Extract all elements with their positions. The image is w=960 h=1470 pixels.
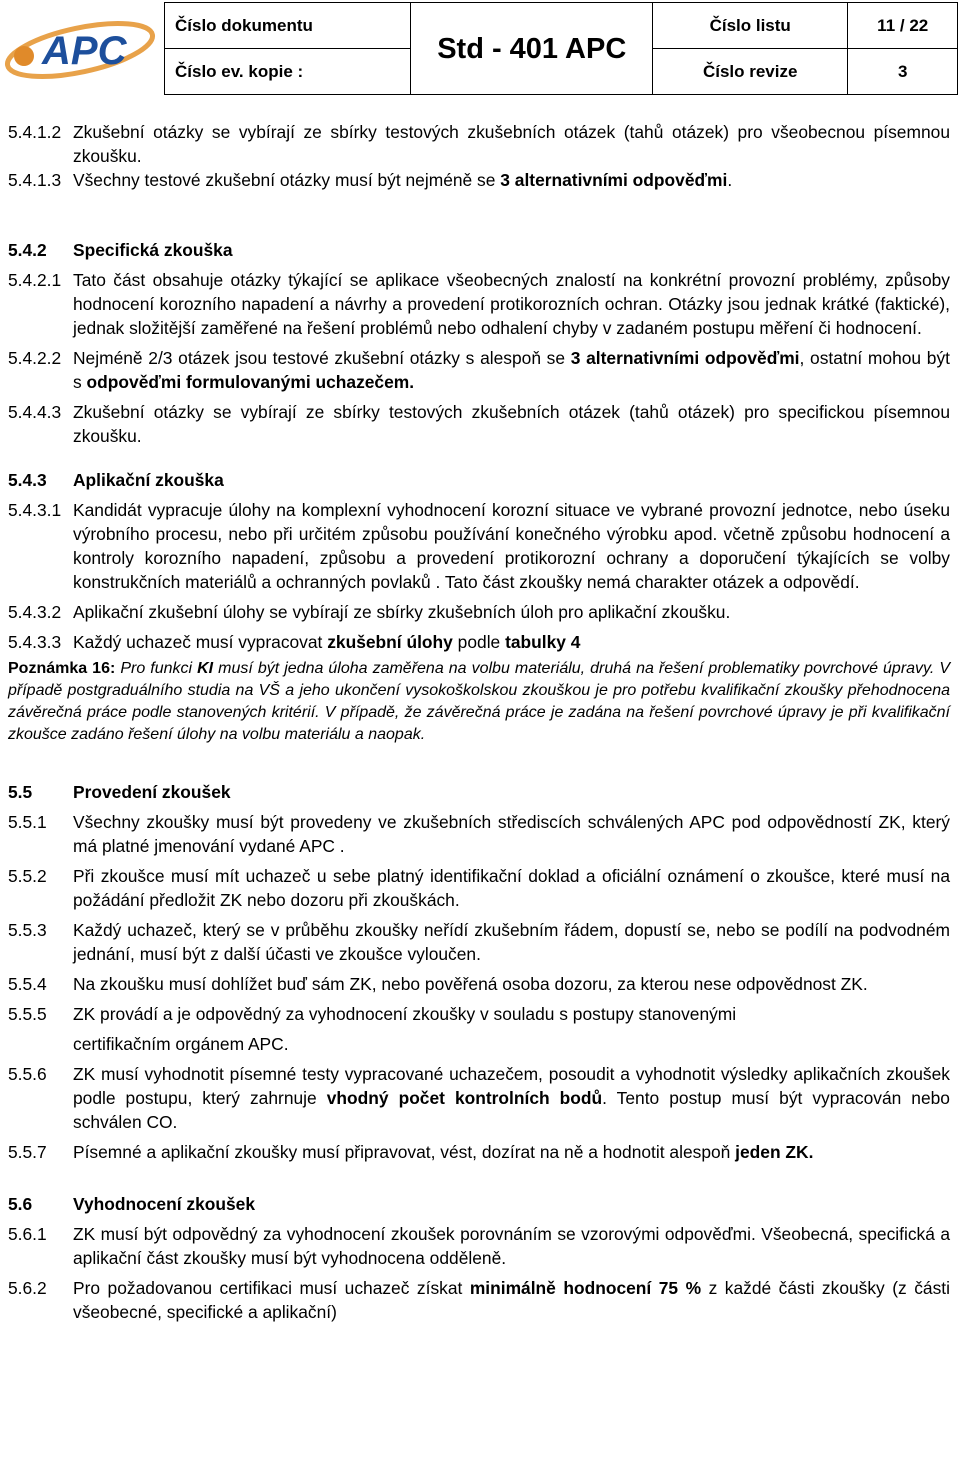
clause-5-4-1-3 [8, 168, 950, 192]
logo-text: APC [42, 29, 127, 73]
copy-number-label: Číslo ev. kopie : [165, 49, 411, 95]
section-5-4-3-heading [8, 468, 950, 492]
section-title: Specifická zkouška [73, 240, 233, 260]
sheet-label: Číslo listu [652, 3, 847, 49]
clause-5-4-2-1 [8, 268, 950, 340]
clause-text: Kandidát vypracuje úlohy na komplexní vyhodnocení korozní situace ve vybrané provozní jednotce, nebo úseku výrobního procesu, nebo při určitém způsobu používání konečného výrobku apod. včetně způsobu hodnocení a kontroly korozního napadení, způsobu a provedení protikorozní ochrany a doporučení týkajících se volby konstrukčních materiálů a ochranných povlaků . Tato část zkoušky nemá charakter otázek a odpovědí. [73, 500, 950, 592]
clause-text: Každý uchazeč, který se v průběhu zkoušky neřídí zkušebním řádem, dopustí se, nebo se podílí na podvodném jednání, musí být z další účasti ve zkoušce vyloučen. [73, 920, 950, 964]
clause-text: Aplikační zkušební úlohy se vybírají ze sbírky zkušebních úloh pro aplikační zkoušku. [73, 602, 731, 622]
section-5-5-heading [8, 780, 950, 804]
clause-text: Všechny testové zkušební otázky musí být nejméně se 3 alternativními odpověďmi. [73, 170, 733, 190]
section-5-6-heading [8, 1192, 950, 1216]
section-title: Vyhodnocení zkoušek [73, 1194, 255, 1214]
section-number: 5.6 [8, 1194, 33, 1214]
clause-5-4-1-2 [8, 120, 950, 168]
clause-number: 5.5.7 [8, 1142, 47, 1162]
revision-label: Číslo revize [652, 49, 847, 95]
clause-number: 5.4.1.2 [8, 122, 62, 142]
clause-text: Všechny zkoušky musí být provedeny ve zkušebních střediscích schválených APC pod odpovědností ZK, který má platné jmenování vydané APC . [73, 812, 950, 856]
clause-5-5-6 [8, 1062, 950, 1134]
doc-number-label: Číslo dokumentu [165, 3, 411, 49]
revision-value: 3 [848, 49, 958, 95]
clause-text: Každý uchazeč musí vypracovat zkušební úlohy podle tabulky 4 [73, 632, 581, 652]
clause-text: ZK musí být odpovědný za vyhodnocení zkoušek porovnáním se vzorovými odpověďmi. Všeobecná, specifická a aplikační část zkoušky musí být vyhodnocena odděleně. [73, 1224, 950, 1268]
section-title: Provedení zkoušek [73, 782, 231, 802]
clause-text: Nejméně 2/3 otázek jsou testové zkušební otázky s alespoň se 3 alternativními odpověďmi, ostatní mohou být s odpověďmi formulovanými uchazečem. [73, 348, 950, 392]
clause-number: 5.6.2 [8, 1278, 47, 1298]
clause-text: ZK provádí a je odpovědný za vyhodnocení zkoušky v souladu s postupy stanovenými certifikačním orgánem APC. [73, 1004, 737, 1054]
section-number: 5.4.2 [8, 240, 47, 260]
clause-number: 5.4.1.3 [8, 170, 62, 190]
clause-number: 5.5.6 [8, 1064, 47, 1084]
document-header [0, 0, 960, 96]
clause-text: Na zkoušku musí dohlížet buď sám ZK, nebo pověřená osoba dozoru, za kterou nese odpovědnost ZK. [73, 974, 868, 994]
clause-number: 5.5.4 [8, 974, 47, 994]
section-number: 5.4.3 [8, 470, 47, 490]
note-16: Poznámka 16: Pro funkci KI musí být jedna úloha zaměřena na volbu materiálu, druhá na řešení problematiky povrchové úpravy. V případě postgraduálního studia na VŠ a jeho ukončení vysokoškolskou zkouškou je pro potřebu kvalifikační zkoušky přehodnocena závěrečná práce podle stanovených kritérií. V případě, že závěrečná práce je zadána na řešení povrchové úpravy je při kvalifikační zkoušce zadáno řešení úlohy na volbu materiálu a naopak. [8, 660, 951, 743]
clause-5-5-2 [8, 864, 950, 912]
note-label: Poznámka 16: [8, 660, 116, 677]
clause-number: 5.5.2 [8, 866, 47, 886]
clause-number: 5.4.3.2 [8, 602, 62, 622]
header-table [164, 2, 958, 95]
clause-5-5-7 [8, 1140, 950, 1164]
clause-text: Pro požadovanou certifikaci musí uchazeč získat minimálně hodnocení 75 % z každé části zkoušky (z části všeobecné, specifické a aplikační) [73, 1278, 950, 1322]
apc-logo [2, 2, 164, 94]
clause-number: 5.4.2.1 [8, 270, 62, 290]
clause-text: Při zkoušce musí mít uchazeč u sebe platný identifikační doklad a oficiální oznámení o zkoušce, které musí na požádání předložit ZK nebo dozoru při zkouškách. [73, 866, 950, 910]
clause-5-4-2-2 [8, 346, 950, 394]
clause-text: Písemné a aplikační zkoušky musí připravovat, vést, dozírat na ně a hodnotit alespoň jeden ZK. [73, 1142, 814, 1162]
clause-5-6-1 [8, 1222, 950, 1270]
clause-5-4-4-3 [8, 400, 950, 448]
clause-5-5-4 [8, 972, 950, 996]
section-title: Aplikační zkouška [73, 470, 224, 490]
section-5-4-2-heading [8, 238, 950, 262]
clause-5-5-5 [8, 1002, 950, 1056]
clause-number: 5.5.3 [8, 920, 47, 940]
clause-text: Tato část obsahuje otázky týkající se aplikace všeobecných znalostí na konkrétní provozní problémy, způsoby hodnocení korozního napadení a návrhy a provedení protikorozních ochran. Otázky jsou jednak krátké (faktické), jednak složitější zaměřené na řešení problémů nebo odhalení chyby v zadaném postupu měření či hodnocení. [73, 270, 950, 338]
sheet-value: 11 / 22 [848, 3, 958, 49]
clause-5-4-3-1 [8, 498, 950, 594]
clause-text: Zkušební otázky se vybírají ze sbírky testových zkušebních otázek (tahů otázek) pro všeobecnou písemnou zkoušku. [73, 122, 950, 166]
clause-text: Zkušební otázky se vybírají ze sbírky testových zkušebních otázek (tahů otázek) pro specifickou písemnou zkoušku. [73, 402, 950, 446]
document-title: Std - 401 APC [411, 3, 653, 95]
clause-number: 5.5.5 [8, 1004, 47, 1024]
clause-number: 5.4.3.1 [8, 500, 62, 520]
clause-number: 5.5.1 [8, 812, 47, 832]
clause-text: ZK musí vyhodnotit písemné testy vypracované uchazečem, posoudit a vyhodnotit výsledky aplikačních zkoušek podle postupu, který zahrnuje vhodný počet kontrolních bodů. Tento postup musí být vypracován nebo schválen CO. [73, 1064, 950, 1132]
clause-number: 5.4.4.3 [8, 402, 62, 422]
section-number: 5.5 [8, 782, 33, 802]
clause-5-4-3-3 [8, 630, 950, 654]
document-body [8, 120, 950, 1324]
clause-number: 5.4.2.2 [8, 348, 62, 368]
clause-5-6-2 [8, 1276, 950, 1324]
clause-5-4-3-2 [8, 600, 950, 624]
clause-5-5-3 [8, 918, 950, 966]
clause-5-5-1 [8, 810, 950, 858]
clause-number: 5.4.3.3 [8, 632, 62, 652]
clause-number: 5.6.1 [8, 1224, 47, 1244]
